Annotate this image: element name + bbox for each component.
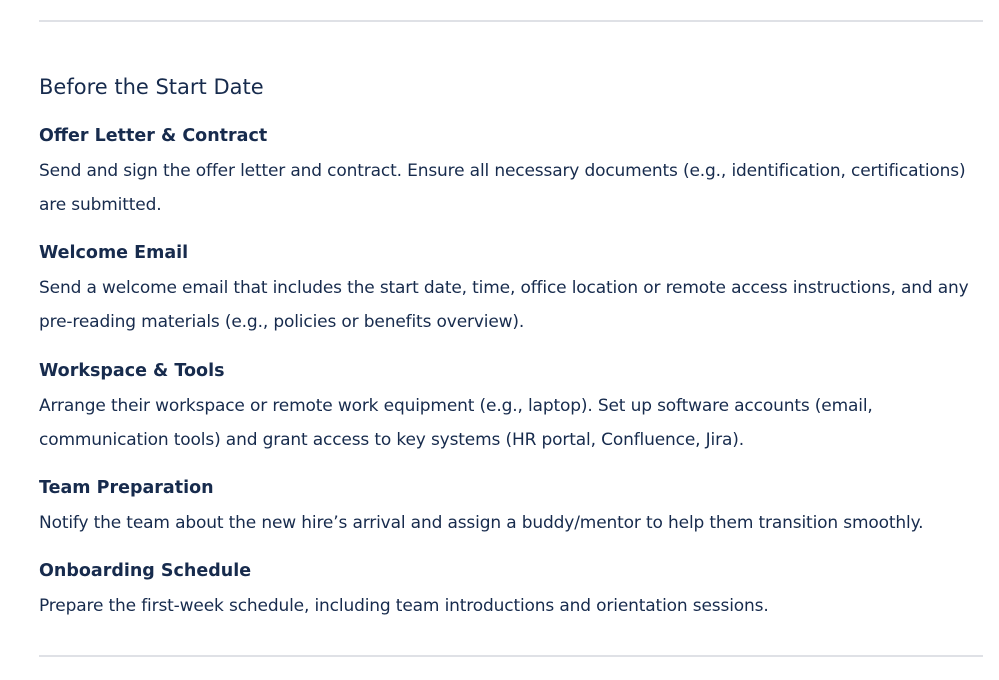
top-divider bbox=[39, 20, 983, 22]
section-heading: Before the Start Date bbox=[39, 75, 264, 99]
item-body-onboarding-schedule: Prepare the first-week schedule, including team introductions and orientation sessions. bbox=[39, 596, 769, 616]
item-title-offer-letter: Offer Letter & Contract bbox=[39, 126, 268, 146]
item-body-welcome-email: Send a welcome email that includes the start date, time, office location or remote access instructions, and any pre-reading materials (e.g., policies or benefits overview). bbox=[39, 278, 969, 332]
item-body-workspace-tools: Arrange their workspace or remote work equipment (e.g., laptop). Set up software accounts (email, communication tools) and grant access to key systems (HR portal, Confluence, Jira). bbox=[39, 396, 873, 450]
item-title-welcome-email: Welcome Email bbox=[39, 243, 189, 263]
item-body-offer-letter: Send and sign the offer letter and contract. Ensure all necessary documents (e.g., identification, certifications) are submitted. bbox=[39, 161, 966, 215]
item-title-onboarding-schedule: Onboarding Schedule bbox=[39, 561, 252, 581]
item-body-team-preparation: Notify the team about the new hire’s arrival and assign a buddy/mentor to help them transition smoothly. bbox=[39, 513, 924, 533]
item-title-workspace-tools: Workspace & Tools bbox=[39, 361, 225, 381]
item-title-team-preparation: Team Preparation bbox=[39, 478, 214, 498]
bottom-divider bbox=[39, 655, 983, 657]
